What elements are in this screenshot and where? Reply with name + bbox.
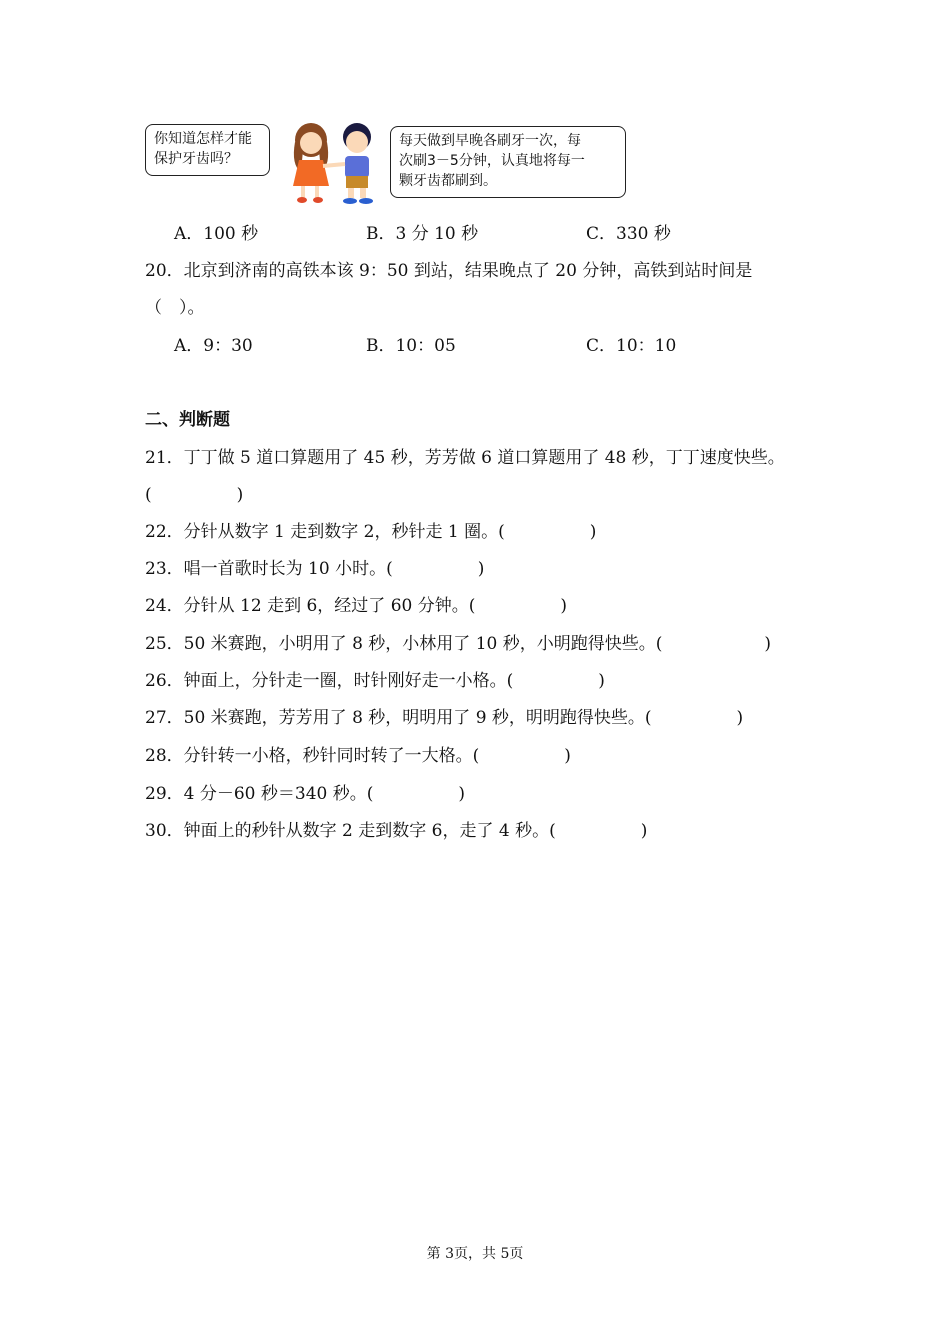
q21-answer-blank: ( ) bbox=[145, 485, 244, 505]
bubble-left-line-1: 你知道怎样才能 bbox=[154, 131, 252, 147]
speech-bubble-boy bbox=[390, 126, 626, 198]
boy-face bbox=[346, 131, 368, 153]
q19-option-c: C．330 秒 bbox=[586, 224, 671, 244]
q20-text-2: （ ）。 bbox=[145, 298, 205, 318]
bubble-right-line-2: 次刷3－5分钟，认真地将每一 bbox=[399, 153, 585, 169]
q24-text: 24．分针从 12 走到 6，经过了 60 分钟。( ) bbox=[145, 596, 567, 616]
q28-text: 28．分针转一小格，秒针同时转了一大格。( ) bbox=[145, 746, 571, 766]
bubble-right-line-3: 颗牙齿都刷到。 bbox=[399, 173, 497, 189]
q27-text: 27．50 米赛跑，芳芳用了 8 秒，明明用了 9 秒，明明跑得快些。( ) bbox=[145, 708, 744, 728]
bubble-right-line-1: 每天做到早晚各刷牙一次，每 bbox=[399, 133, 581, 149]
bubble-left-line-2: 保护牙齿吗？ bbox=[154, 151, 238, 167]
q19-option-a: A．100 秒 bbox=[174, 224, 259, 244]
boy-shirt bbox=[345, 156, 369, 178]
page-footer: 第 3页，共 5页 bbox=[426, 1246, 524, 1262]
q20-option-a: A．9：30 bbox=[174, 336, 253, 356]
q19-option-b: B．3 分 10 秒 bbox=[366, 224, 479, 244]
q22-text: 22．分针从数字 1 走到数字 2，秒针走 1 圈。( ) bbox=[145, 522, 597, 542]
q21-text: 21．丁丁做 5 道口算题用了 45 秒，芳芳做 6 道口算题用了 48 秒，丁丁速度快些。 bbox=[145, 448, 785, 468]
q20-option-b: B．10：05 bbox=[366, 336, 456, 356]
q20-text: 20．北京到济南的高铁本该 9：50 到站，结果晚点了 20 分钟，高铁到站时间是 bbox=[145, 261, 753, 281]
children-illustration bbox=[283, 120, 389, 206]
q30-text: 30．钟面上的秒针从数字 2 走到数字 6，走了 4 秒。( ) bbox=[145, 821, 648, 841]
girl-dress bbox=[293, 160, 329, 186]
q23-text: 23．唱一首歌时长为 10 小时。( ) bbox=[145, 559, 485, 579]
q20-option-c: C．10：10 bbox=[586, 336, 677, 356]
speech-bubble-girl bbox=[145, 124, 270, 176]
q25-text: 25．50 米赛跑，小明用了 8 秒，小林用了 10 秒，小明跑得快些。( ) bbox=[145, 634, 771, 654]
q29-text: 29．4 分－60 秒＝340 秒。( ) bbox=[145, 784, 466, 804]
girl-face bbox=[300, 132, 322, 154]
q26-text: 26．钟面上，分针走一圈，时针刚好走一小格。( ) bbox=[145, 671, 605, 691]
section-title-judgment: 二、判断题 bbox=[145, 410, 230, 430]
